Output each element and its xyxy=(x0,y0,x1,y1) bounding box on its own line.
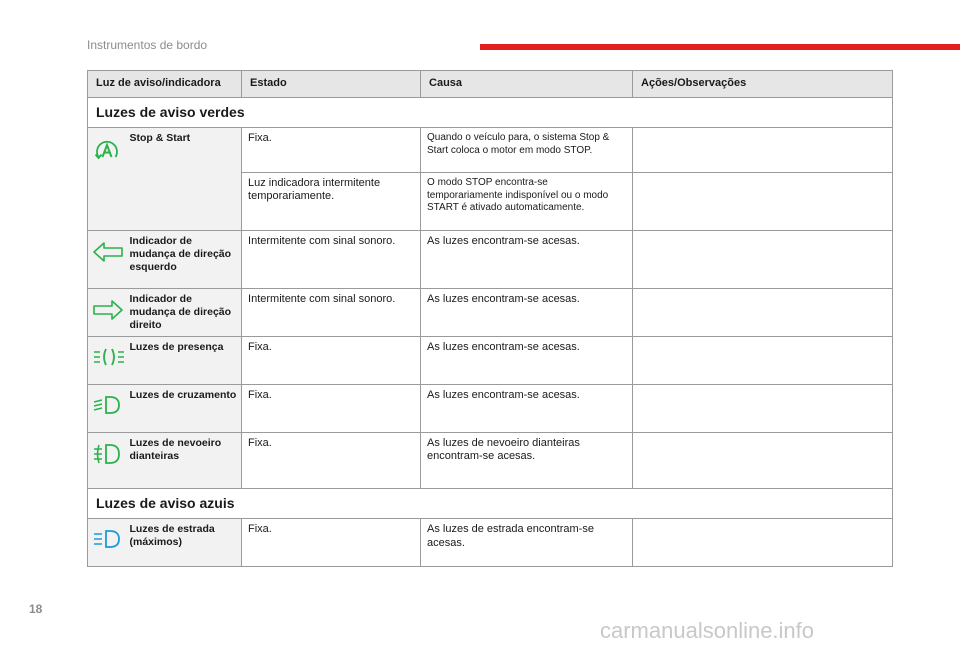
actions-cell xyxy=(633,128,893,173)
state-cell: Fixa. xyxy=(242,128,421,173)
turn-left-icon xyxy=(88,231,126,289)
turn-right-icon xyxy=(88,289,126,337)
cause-cell: As luzes encontram-se acesas. xyxy=(421,385,633,433)
cause-cell: As luzes encontram-se acesas. xyxy=(421,337,633,385)
light-name: Luzes de cruzamento xyxy=(126,385,242,433)
section-title-blue: Luzes de aviso azuis xyxy=(88,489,893,519)
sidelights-icon xyxy=(88,337,126,385)
light-name: Luzes de presença xyxy=(126,337,242,385)
cause-cell: O modo STOP encontra-se temporariamente indisponível ou o modo START é ativado automaticamente. xyxy=(421,173,633,231)
actions-cell xyxy=(633,337,893,385)
page-number: 18 xyxy=(29,602,43,616)
section-row-green xyxy=(88,98,893,128)
cause-cell: As luzes de nevoeiro dianteiras encontram-se acesas. xyxy=(421,433,633,489)
cause-cell: As luzes encontram-se acesas. xyxy=(421,231,633,289)
actions-cell xyxy=(633,519,893,567)
section-row-blue xyxy=(88,489,893,519)
col-header-state: Estado xyxy=(242,71,421,98)
table-row xyxy=(88,337,893,385)
col-header-warning-light: Luz de aviso/indicadora xyxy=(88,71,242,98)
cause-cell: As luzes de estrada encontram-se acesas. xyxy=(421,519,633,567)
table-row xyxy=(88,128,893,173)
state-cell: Luz indicadora intermitente temporariamente. xyxy=(242,173,421,231)
state-cell: Fixa. xyxy=(242,385,421,433)
state-cell: Fixa. xyxy=(242,433,421,489)
actions-cell xyxy=(633,173,893,231)
table-row xyxy=(88,519,893,567)
warning-lights-table xyxy=(87,70,893,567)
light-name: Luzes de nevoeiro dianteiras xyxy=(126,433,242,489)
page-header-title: Instrumentos de bordo xyxy=(87,38,208,52)
cause-cell: Quando o veículo para, o sistema Stop & Start coloca o motor em modo STOP. xyxy=(421,128,633,173)
actions-cell xyxy=(633,289,893,337)
light-name: Luzes de estrada (máximos) xyxy=(126,519,242,567)
light-name: Indicador de mudança de direção esquerdo xyxy=(126,231,242,289)
actions-cell xyxy=(633,231,893,289)
col-header-actions: Ações/Observações xyxy=(633,71,893,98)
header-accent-bar xyxy=(480,44,960,50)
dipped-beam-icon xyxy=(88,385,126,433)
actions-cell xyxy=(633,433,893,489)
state-cell: Intermitente com sinal sonoro. xyxy=(242,289,421,337)
cause-cell: As luzes encontram-se acesas. xyxy=(421,289,633,337)
section-title-green: Luzes de aviso verdes xyxy=(88,98,893,128)
light-name: Indicador de mudança de direção direito xyxy=(126,289,242,337)
stop-start-icon xyxy=(88,128,126,231)
actions-cell xyxy=(633,385,893,433)
table-row xyxy=(88,433,893,489)
front-fog-icon xyxy=(88,433,126,489)
table-header-row xyxy=(88,71,893,98)
table-row xyxy=(88,385,893,433)
light-name: Stop & Start xyxy=(126,128,242,231)
watermark-text: carmanualsonline.info xyxy=(600,618,815,643)
state-cell: Fixa. xyxy=(242,337,421,385)
state-cell: Fixa. xyxy=(242,519,421,567)
table-row xyxy=(88,231,893,289)
col-header-cause: Causa xyxy=(421,71,633,98)
state-cell: Intermitente com sinal sonoro. xyxy=(242,231,421,289)
main-beam-icon xyxy=(88,519,126,567)
table-row xyxy=(88,289,893,337)
